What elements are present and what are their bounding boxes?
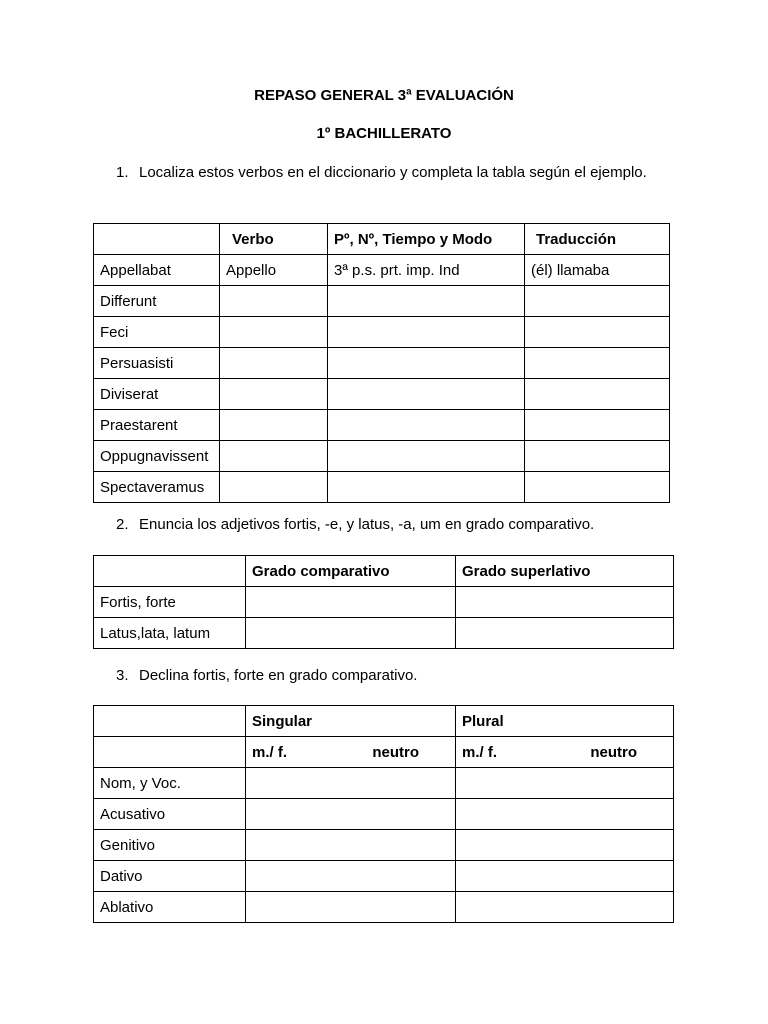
declension-table: [93, 705, 674, 923]
row-label: Dativo: [94, 861, 246, 892]
answer-cell[interactable]: [328, 441, 525, 472]
answer-cell[interactable]: [456, 861, 674, 892]
table-subheader-row: [94, 737, 674, 768]
row-label: Praestarent: [94, 410, 220, 441]
table-row: [94, 768, 674, 799]
row-label: Spectaveramus: [94, 472, 220, 503]
verbs-table: [93, 223, 670, 503]
row-label: Differunt: [94, 286, 220, 317]
table-row: [94, 892, 674, 923]
table-row: [94, 441, 670, 472]
row-label: Fortis, forte: [94, 587, 246, 618]
answer-cell[interactable]: [456, 768, 674, 799]
header-cell: Plural: [456, 706, 674, 737]
answer-cell[interactable]: [220, 410, 328, 441]
answer-cell[interactable]: [525, 441, 670, 472]
table-row: [94, 286, 670, 317]
header-cell: Grado comparativo: [246, 556, 456, 587]
instruction-1-number: 1.: [116, 164, 129, 181]
answer-cell[interactable]: [328, 286, 525, 317]
header-cell: Pº, Nº, Tiempo y Modo: [328, 224, 525, 255]
row-label: Persuasisti: [94, 348, 220, 379]
answer-cell[interactable]: [220, 472, 328, 503]
instruction-2: [116, 516, 594, 533]
header-cell: Verbo: [220, 224, 328, 255]
instruction-3: [116, 667, 417, 684]
table-row: [94, 348, 670, 379]
answer-cell[interactable]: [328, 379, 525, 410]
table-row: [94, 317, 670, 348]
answer-cell[interactable]: [328, 472, 525, 503]
table-row: [94, 410, 670, 441]
answer-cell[interactable]: [456, 892, 674, 923]
answer-cell[interactable]: [246, 618, 456, 649]
instruction-2-number: 2.: [116, 516, 129, 533]
answer-cell[interactable]: [525, 317, 670, 348]
answer-cell[interactable]: [456, 830, 674, 861]
answer-cell[interactable]: [525, 472, 670, 503]
page-subtitle: 1º BACHILLERATO: [316, 125, 452, 142]
header-cell: [94, 706, 246, 737]
subheader-neutro: neutro: [372, 743, 419, 761]
subheader-cell-plural: [456, 737, 674, 768]
table-header-row: [94, 706, 674, 737]
subheader-mf: m./ f.: [252, 743, 288, 761]
header-cell: Traducción: [525, 224, 670, 255]
answer-cell[interactable]: Appello: [220, 255, 328, 286]
row-label: Oppugnavissent: [94, 441, 220, 472]
row-label: Feci: [94, 317, 220, 348]
answer-cell[interactable]: [246, 830, 456, 861]
answer-cell[interactable]: [220, 286, 328, 317]
subheader-mf: m./ f.: [462, 743, 498, 761]
instruction-1: [116, 164, 647, 181]
subheader-cell-singular: [246, 737, 456, 768]
table-row: [94, 379, 670, 410]
answer-cell[interactable]: [246, 892, 456, 923]
answer-cell[interactable]: [328, 317, 525, 348]
header-cell: [94, 556, 246, 587]
answer-cell[interactable]: [246, 861, 456, 892]
row-label: Acusativo: [94, 799, 246, 830]
answer-cell[interactable]: [220, 441, 328, 472]
row-label: Nom, y Voc.: [94, 768, 246, 799]
answer-cell[interactable]: [328, 348, 525, 379]
answer-cell[interactable]: [525, 410, 670, 441]
instruction-1-text: Localiza estos verbos en el diccionario y completa la tabla según el ejemplo.: [139, 164, 647, 181]
table-row: [94, 618, 674, 649]
instruction-3-text: Declina fortis, forte en grado comparativo.: [139, 667, 418, 684]
answer-cell[interactable]: [525, 286, 670, 317]
answer-cell[interactable]: [220, 317, 328, 348]
adjectives-table: [93, 555, 674, 649]
subheader-neutro: neutro: [590, 743, 637, 761]
table-header-row: [94, 224, 670, 255]
row-label: Latus,lata, latum: [94, 618, 246, 649]
instruction-2-text: Enuncia los adjetivos fortis, -e, y latus, -a, um en grado comparativo.: [139, 516, 595, 533]
table-row: [94, 255, 670, 286]
answer-cell[interactable]: (él) llamaba: [525, 255, 670, 286]
header-cell: [94, 224, 220, 255]
answer-cell[interactable]: [246, 587, 456, 618]
row-label: Appellabat: [94, 255, 220, 286]
row-label: Diviserat: [94, 379, 220, 410]
row-label: Genitivo: [94, 830, 246, 861]
header-cell: Singular: [246, 706, 456, 737]
answer-cell[interactable]: [525, 348, 670, 379]
answer-cell[interactable]: [525, 379, 670, 410]
answer-cell[interactable]: [328, 410, 525, 441]
answer-cell[interactable]: [246, 799, 456, 830]
table-row: [94, 587, 674, 618]
answer-cell[interactable]: [456, 618, 674, 649]
answer-cell[interactable]: [456, 587, 674, 618]
answer-cell[interactable]: [220, 379, 328, 410]
table-header-row: [94, 556, 674, 587]
row-label: Ablativo: [94, 892, 246, 923]
answer-cell[interactable]: 3ª p.s. prt. imp. Ind: [328, 255, 525, 286]
page-title: REPASO GENERAL 3ª EVALUACIÓN: [254, 87, 514, 104]
table-row: [94, 830, 674, 861]
answer-cell[interactable]: [220, 348, 328, 379]
instruction-3-number: 3.: [116, 667, 129, 684]
header-cell: [94, 737, 246, 768]
table-row: [94, 861, 674, 892]
table-row: [94, 799, 674, 830]
header-cell: Grado superlativo: [456, 556, 674, 587]
answer-cell[interactable]: [456, 799, 674, 830]
table-row: [94, 472, 670, 503]
answer-cell[interactable]: [246, 768, 456, 799]
